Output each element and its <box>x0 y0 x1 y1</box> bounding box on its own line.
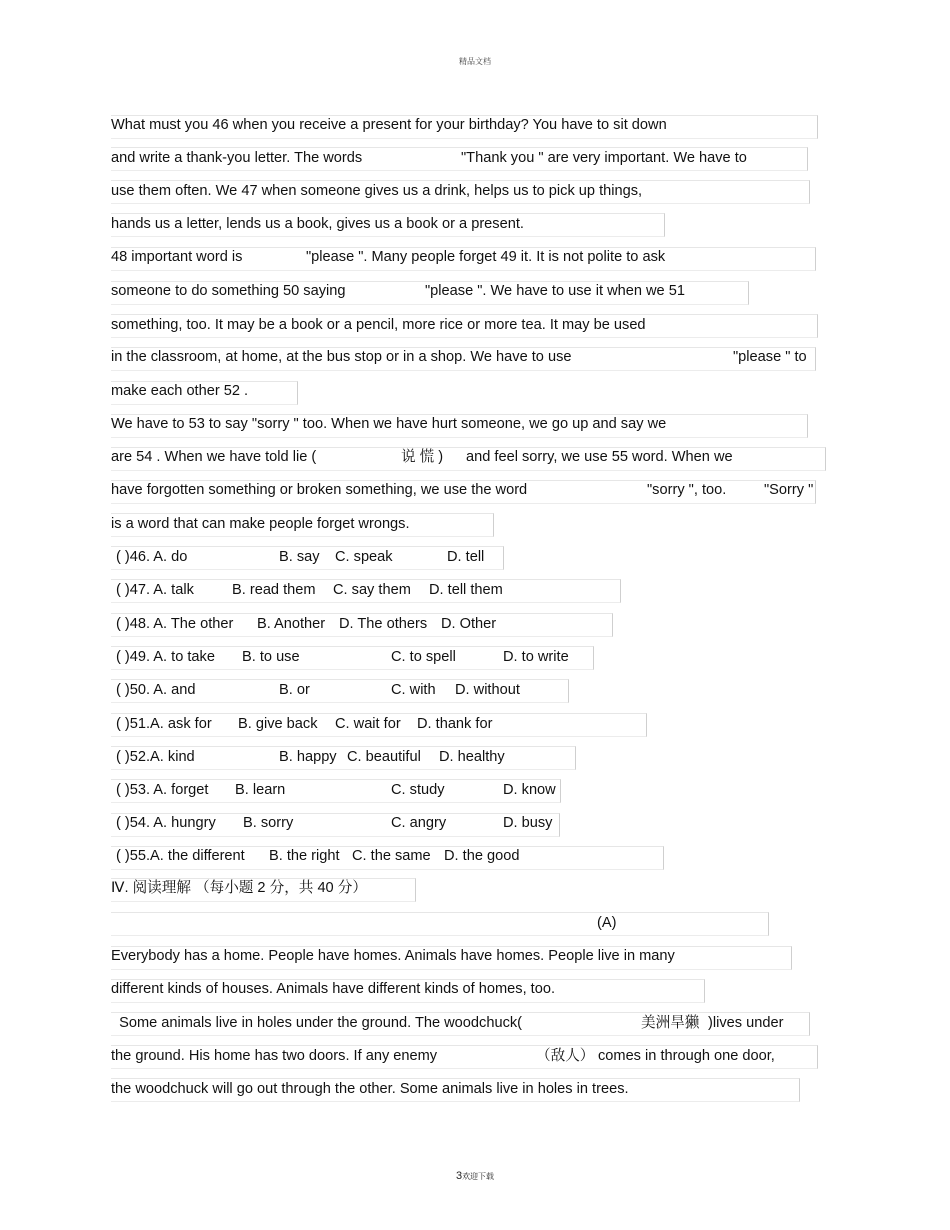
cloze-line-2-a: and write a thank-you letter. The words <box>111 150 363 166</box>
q-stem: ( )55.A. the different <box>116 848 245 864</box>
cloze-line-7: something, too. It may be a book or a pencil, more rice or more tea. It may be used <box>111 317 646 333</box>
cloze-line-2-b: "Thank you " are very important. We have to <box>461 150 747 166</box>
q-option-c: C. study <box>391 782 445 798</box>
q-option-b: B. the right <box>269 848 340 864</box>
q-stem: ( )48. A. The other <box>116 616 234 632</box>
cloze-line-12-b: "sorry ", too. <box>647 482 727 498</box>
passage-line-4-c: comes in through one door, <box>598 1048 775 1064</box>
cloze-line-6-b: "please ". We have to use it when we 51 <box>425 283 685 299</box>
q-option-d: D. the good <box>444 848 520 864</box>
passage-line-5: the woodchuck will go out through the other. Some animals live in holes in trees. <box>111 1081 629 1097</box>
q-option-c: C. to spell <box>391 649 456 665</box>
q-stem: ( )51.A. ask for <box>116 716 212 732</box>
q-option-d: D. Other <box>441 616 497 632</box>
q-option-c: D. The others <box>339 616 428 632</box>
passage-label-text: (A) <box>597 915 617 931</box>
passage-line-4-b: （敌人） <box>536 1048 595 1064</box>
q-option-c: C. wait for <box>335 716 401 732</box>
q-option-b: B. learn <box>235 782 286 798</box>
passage-line-2: different kinds of houses. Animals have different kinds of homes, too. <box>111 981 556 997</box>
cloze-line-12-a: have forgotten something or broken something, we use the word <box>111 482 528 498</box>
q-option-b: B. sorry <box>243 815 294 831</box>
q-option-d: D. tell them <box>429 582 503 598</box>
q-option-c: C. with <box>391 682 436 698</box>
q-option-b: B. happy <box>279 749 337 765</box>
q-option-b: B. say <box>279 549 320 565</box>
cloze-line-5-b: "please ". Many people forget 49 it. It is not polite to ask <box>306 249 666 265</box>
q-option-b: B. read them <box>232 582 316 598</box>
cloze-line-11-c: and feel sorry, we use 55 word. When we <box>466 449 733 465</box>
passage-label <box>111 912 768 934</box>
q-option-b: B. give back <box>238 716 318 732</box>
page-footer <box>0 1170 950 1182</box>
q-stem: ( )47. A. talk <box>116 582 194 598</box>
passage-line-3-c: )lives under <box>708 1015 784 1031</box>
q-option-c: C. beautiful <box>347 749 421 765</box>
q-stem: ( )54. A. hungry <box>116 815 216 831</box>
page-header: 精品文档 <box>459 57 491 66</box>
cloze-line-11-b: 说 慌 ) <box>401 449 444 465</box>
q-option-b: B. or <box>279 682 310 698</box>
q-option-d: D. tell <box>447 549 485 565</box>
q-stem: ( )53. A. forget <box>116 782 209 798</box>
q-option-c: C. speak <box>335 549 393 565</box>
q-stem: ( )46. A. do <box>116 549 188 565</box>
q-option-d: D. without <box>455 682 520 698</box>
cloze-line-4: hands us a letter, lends us a book, gives us a book or a present. <box>111 216 524 232</box>
q-option-d: D. thank for <box>417 716 493 732</box>
cloze-line-8-b: "please " to <box>733 349 807 365</box>
passage-line-1: Everybody has a home. People have homes. Animals have homes. People live in many <box>111 948 675 964</box>
cloze-line-6-a: someone to do something 50 saying <box>111 283 346 299</box>
page-number: 3 <box>455 1170 463 1182</box>
q-option-c: C. the same <box>352 848 431 864</box>
footer-note: 欢迎下载 <box>462 1172 495 1181</box>
q-stem: ( )50. A. and <box>116 682 196 698</box>
q-option-b: B. Another <box>257 616 326 632</box>
q-option-b: B. to use <box>242 649 300 665</box>
cloze-line-1: What must you 46 when you receive a present for your birthday? You have to sit down <box>111 117 667 133</box>
q-option-c: C. angry <box>391 815 447 831</box>
q-option-d: D. healthy <box>439 749 505 765</box>
passage-line-3-b: 美洲旱獭 <box>641 1015 700 1031</box>
cloze-line-9: make each other 52 . <box>111 383 249 399</box>
cloze-line-5-a: 48 important word is <box>111 249 243 265</box>
passage-line-3-a: Some animals live in holes under the ground. The woodchuck( <box>111 1015 523 1031</box>
cloze-line-10: We have to 53 to say "sorry " too. When we have hurt someone, we go up and say we <box>111 416 667 432</box>
q-option-d: D. to write <box>503 649 569 665</box>
cloze-line-3: use them often. We 47 when someone gives us a drink, helps us to pick up things, <box>111 183 643 199</box>
cloze-line-13: is a word that can make people forget wrongs. <box>111 516 410 532</box>
q-stem: ( )49. A. to take <box>116 649 215 665</box>
cloze-line-12-c: "Sorry " <box>764 482 814 498</box>
section-title: Ⅳ. 阅读理解 （每小题 2 分，共 40 分） <box>111 880 367 896</box>
q-option-c: C. say them <box>333 582 411 598</box>
q-option-d: D. busy <box>503 815 553 831</box>
q-option-d: D. know <box>503 782 556 798</box>
cloze-line-11-a: are 54 . When we have told lie ( <box>111 449 317 465</box>
passage-line-4-a: the ground. His home has two doors. If any enemy <box>111 1048 438 1064</box>
cloze-line-8-a: in the classroom, at home, at the bus stop or in a shop. We have to use <box>111 349 572 365</box>
q-stem: ( )52.A. kind <box>116 749 195 765</box>
